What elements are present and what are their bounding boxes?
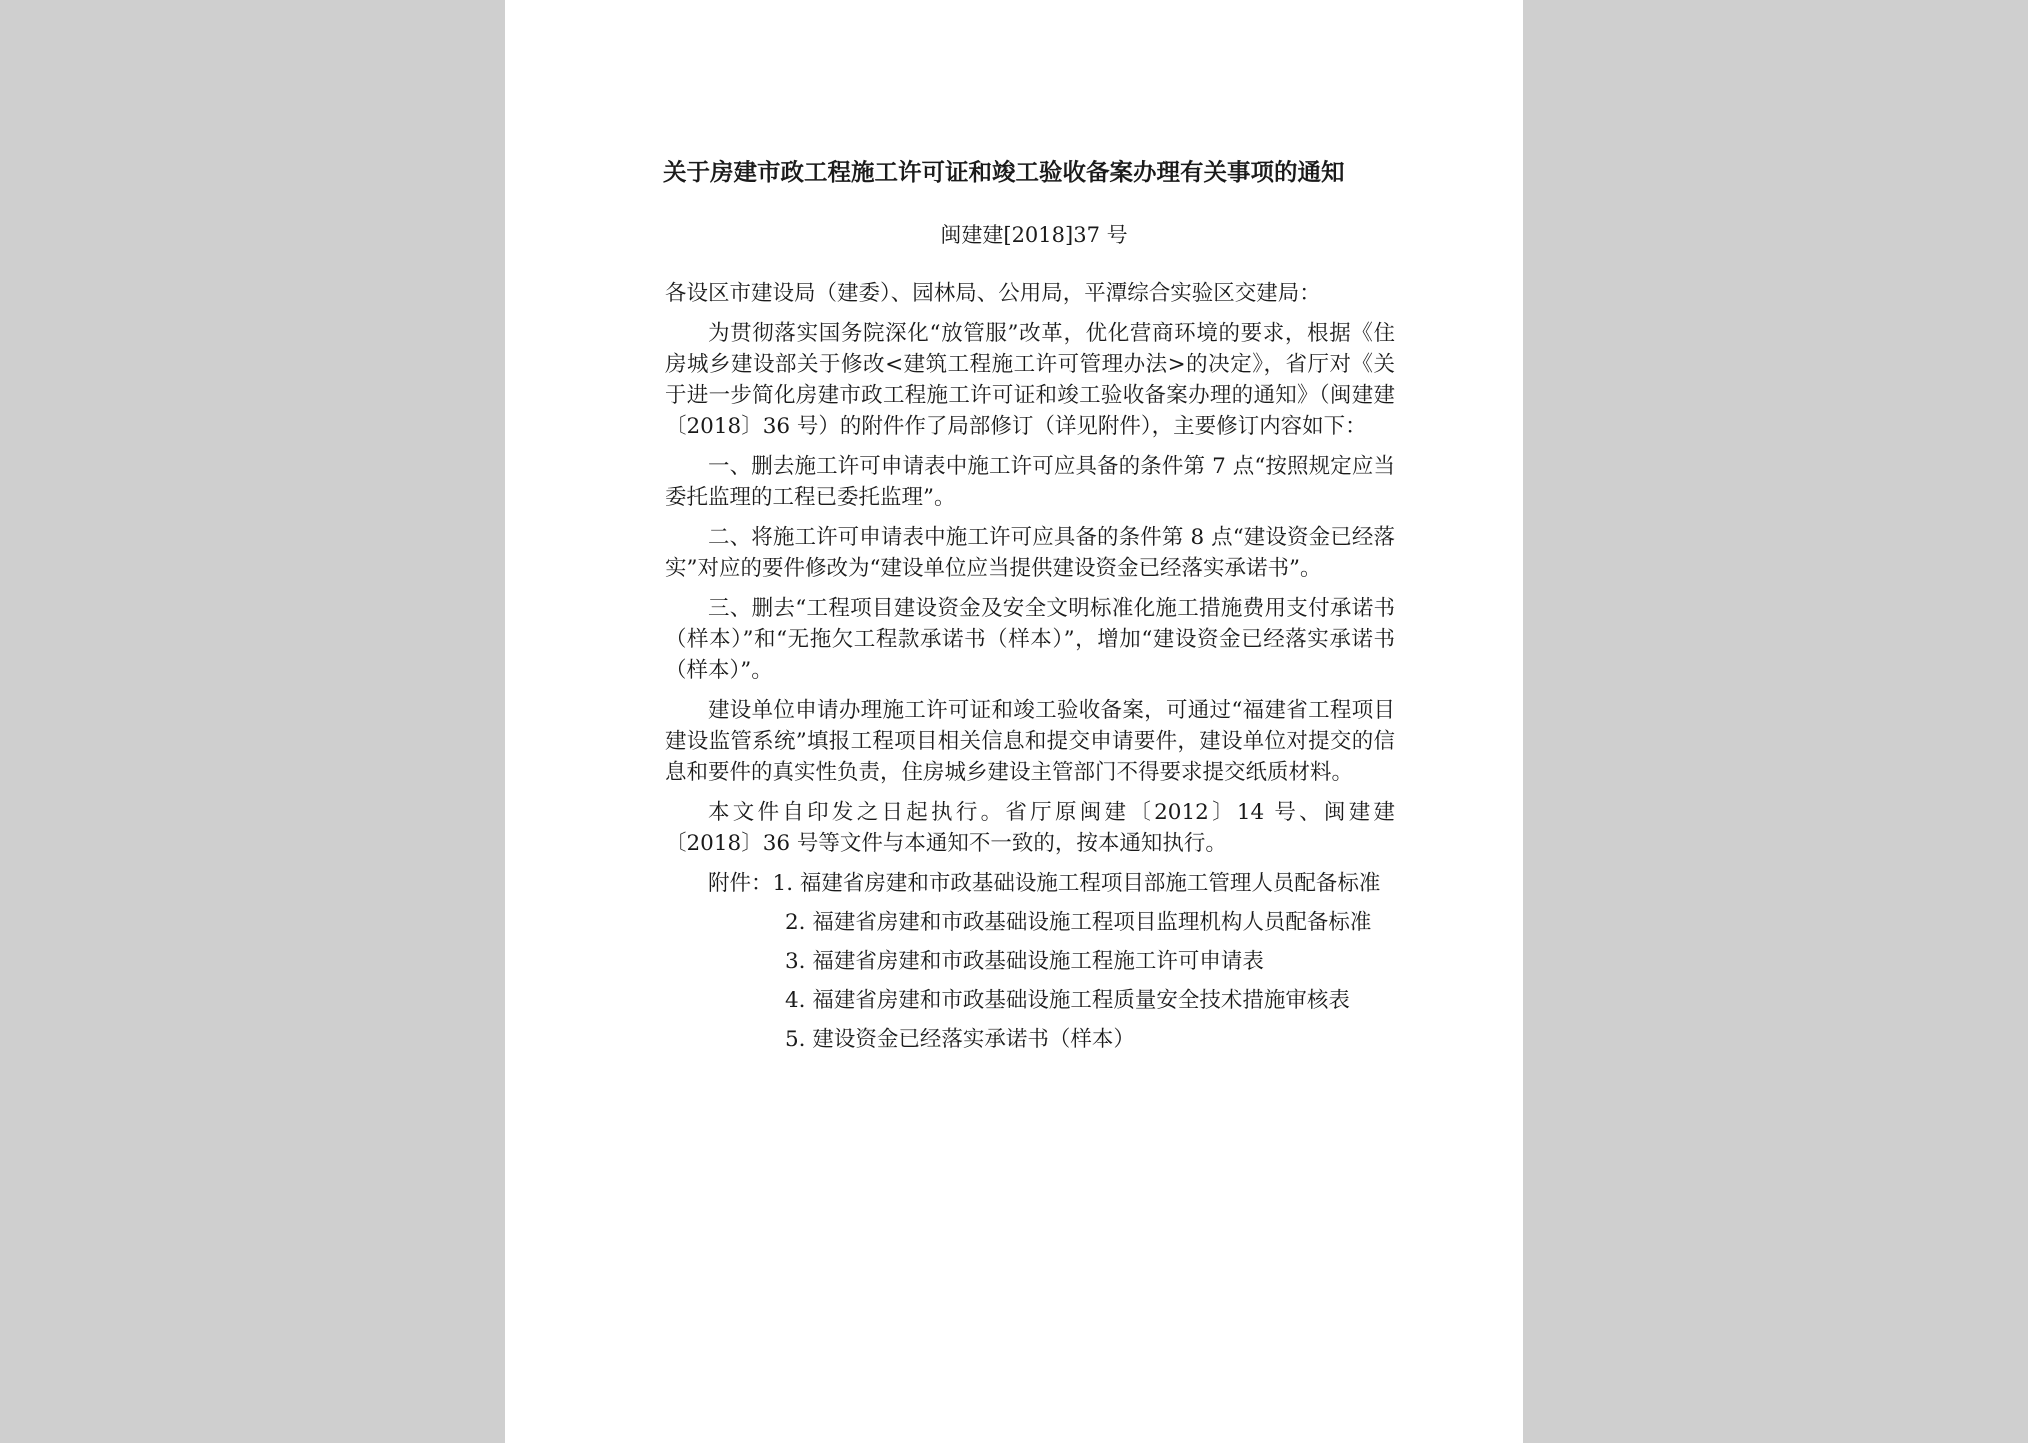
paragraph-system: 建设单位申请办理施工许可证和竣工验收备案，可通过“福建省工程项目建设监管系统”填报工程项目相关信息和提交申请要件，建设单位对提交的信息和要件的真实性负责，住房城乡建设主管部门不得要求提交纸质材料。 (665, 698, 1395, 785)
paragraph-item-3: 三、删去“工程项目建设资金及安全文明标准化施工措施费用支付承诺书（样本）”和“无拖欠工程款承诺书（样本）”，增加“建设资金已经落实承诺书（样本）”。 (665, 596, 1395, 683)
attachment-item: 4. 福建省房建和市政基础设施工程质量安全技术措施审核表 (785, 988, 1350, 1013)
paragraph-intro: 为贯彻落实国务院深化“放管服”改革，优化营商环境的要求，根据《住房城乡建设部关于修改<建筑工程施工许可管理办法>的决定》，省厅对《关于进一步简化房建市政工程施工许可证和竣工验收备案办理的通知》（闽建建〔2018〕36 号）的附件作了局部修订（详见附件），主要修订内容如下： (665, 321, 1395, 439)
document-page (505, 0, 1523, 1443)
attachments-label: 附件： (708, 871, 773, 896)
paragraph-effective: 本文件自印发之日起执行。省厅原闽建〔2012〕14 号、闽建建〔2018〕36 号等文件与本通知不一致的，按本通知执行。 (665, 800, 1395, 856)
attachment-text: 1. 福建省房建和市政基础设施工程项目部施工管理人员配备标准 (772, 871, 1381, 896)
document-content (665, 152, 1395, 1063)
attachment-item: 5. 建设资金已经落实承诺书（样本） (785, 1027, 1135, 1052)
addressee: 各设区市建设局（建委）、园林局、公用局，平潭综合实验区交建局： (665, 281, 1321, 306)
attachments-list (665, 868, 1395, 1055)
document-title: 关于房建市政工程施工许可证和竣工验收备案办理有关事项的通知 (663, 158, 1345, 186)
attachment-item: 2. 福建省房建和市政基础设施工程项目监理机构人员配备标准 (785, 910, 1372, 935)
attachment-item (665, 868, 1395, 899)
paragraph-item-2: 二、将施工许可申请表中施工许可应具备的条件第 8 点“建设资金已经落实”对应的要件修改为“建设单位应当提供建设资金已经落实承诺书”。 (665, 525, 1395, 581)
document-number: 闽建建[2018]37 号 (940, 223, 1128, 247)
attachment-item: 3. 福建省房建和市政基础设施工程施工许可申请表 (785, 949, 1264, 974)
paragraph-item-1: 一、删去施工许可申请表中施工许可应具备的条件第 7 点“按照规定应当委托监理的工程已委托监理”。 (665, 454, 1395, 510)
